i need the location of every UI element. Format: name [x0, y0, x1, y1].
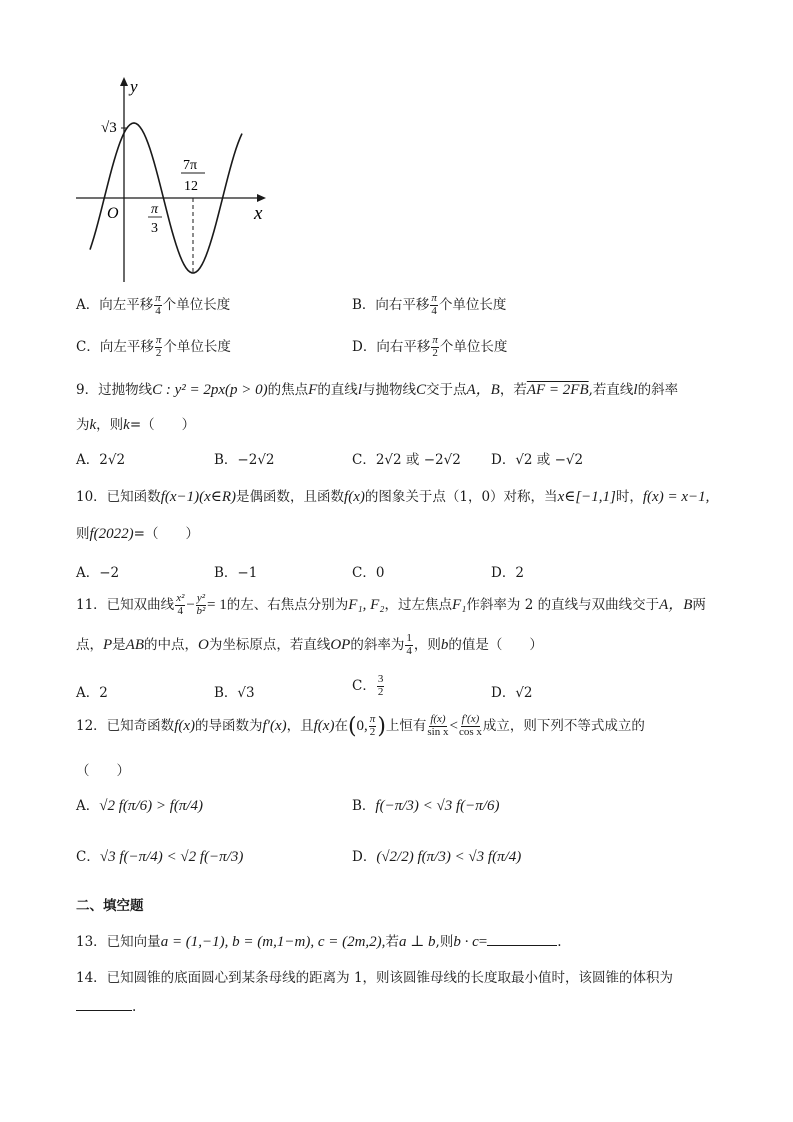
q12-option-d[interactable]: D．(√2/2) f(π/3) < √3 f(π/4) [352, 849, 522, 865]
answer-blank[interactable] [76, 998, 132, 1011]
q8-option-d[interactable]: D．向右平移 $\frac{\pi}{2}$ 个单位长度 [352, 334, 508, 359]
q12-option-a[interactable]: A．√2 f(π/6) > f(π/4) [76, 798, 204, 814]
q11-option-d[interactable]: D．√2 [491, 685, 533, 701]
q12-option-c[interactable]: C．√3 f(−π/4) < √2 f(−π/3) [76, 849, 244, 865]
pi-over-3-num: π [151, 202, 159, 217]
q11-option-c[interactable]: C． $\frac{3}{2}$ [352, 673, 384, 698]
vector-equation: AF = 2FB [526, 382, 589, 398]
seven-pi-12-num: 7π [183, 158, 198, 173]
q12-option-b[interactable]: B．f(−π/3) < √3 f(−π/6) [352, 798, 500, 814]
q10-option-d[interactable]: D．2 [491, 565, 524, 581]
x-axis-label: x [254, 203, 263, 224]
q10-option-c[interactable]: C．0 [352, 565, 385, 581]
seven-pi-12-den: 12 [184, 179, 198, 194]
pi-over-3-den: 3 [151, 221, 158, 236]
q10-stem-line1: 10．已知函数f(x−1)(x∈R)是偶函数，且函数f(x)的图象关于点（1，0）对称，当x∈[−1,1]时，f(x) = x−1, [76, 489, 710, 505]
q12-stem-line2: （ ） [76, 763, 130, 779]
q11-stem-line1: 11．已知双曲线 $\frac{\text{x²}}{4}$ − $\frac{\text{y²}}{\text{b²}}$ = 1的左、右焦点分别为F₁, F₂，过左焦点F₁作斜率为 2 的直线与双曲线交于A，B两 [76, 592, 706, 617]
q11-option-a[interactable]: A．2 [76, 685, 108, 701]
q8-option-b[interactable]: B．向右平移 $\frac{\pi}{4}$ 个单位长度 [352, 292, 507, 317]
q9-stem-line2: 为k，则k=（ ） [76, 417, 196, 433]
section-title: 二、填空题 [76, 898, 144, 914]
q9-option-a[interactable]: A．2√2 [76, 452, 126, 468]
q13-stem: 13．已知向量a = (1,−1), b = (m,1−m), c = (2m,2),若a ⊥ b,则b · c= . [76, 934, 562, 950]
q11-option-b[interactable]: B．√3 [214, 685, 255, 701]
q11-stem-line2: 点，P是AB的中点，O为坐标原点，若直线OP的斜率为 $\frac{1}{4}$ ，则b的值是（ ） [76, 632, 543, 657]
q14-stem-line1: 14．已知圆锥的底面圆心到某条母线的距离为 1，则该圆锥母线的长度取最小值时，该圆锥的体积为 [76, 970, 674, 986]
q14-stem-line2: . [76, 998, 136, 1015]
y-axis [120, 77, 128, 282]
q8-option-c[interactable]: C．向左平移 $\frac{\pi}{2}$ 个单位长度 [76, 334, 231, 359]
origin-label: O [107, 205, 119, 222]
function-graph [60, 70, 280, 290]
q10-option-a[interactable]: A．−2 [76, 565, 120, 581]
q8-option-a[interactable]: A．向左平移 $\frac{\pi}{4}$ 个单位长度 [76, 292, 231, 317]
q10-option-b[interactable]: B．−1 [214, 565, 258, 581]
q12-stem-line1: 12．已知奇函数f(x)的导函数为f′(x)，且f(x)在(0, $\frac{\pi}{2}$ )上恒有 $\frac{f(x)}{\text{sin x}}$ < $\frac{f'(x)}{\text{cos x}}$ 成立，则下列不等式成立的 [76, 713, 645, 739]
q9-option-c[interactable]: C．2√2 或 −2√2 [352, 452, 461, 468]
sqrt3-label: √3 [101, 120, 117, 136]
answer-blank[interactable] [487, 933, 557, 946]
y-axis-label: y [130, 77, 138, 96]
q9-option-d[interactable]: D．√2 或 −√2 [491, 452, 584, 468]
q9-stem-line1: 9．过抛物线C : y² = 2px(p > 0)的焦点F的直线l与抛物线C交于点A，B，若AF = 2FB,若直线l的斜率 [76, 382, 679, 398]
q9-option-b[interactable]: B．−2√2 [214, 452, 275, 468]
q10-stem-line2: 则f(2022)=（ ） [76, 526, 199, 542]
